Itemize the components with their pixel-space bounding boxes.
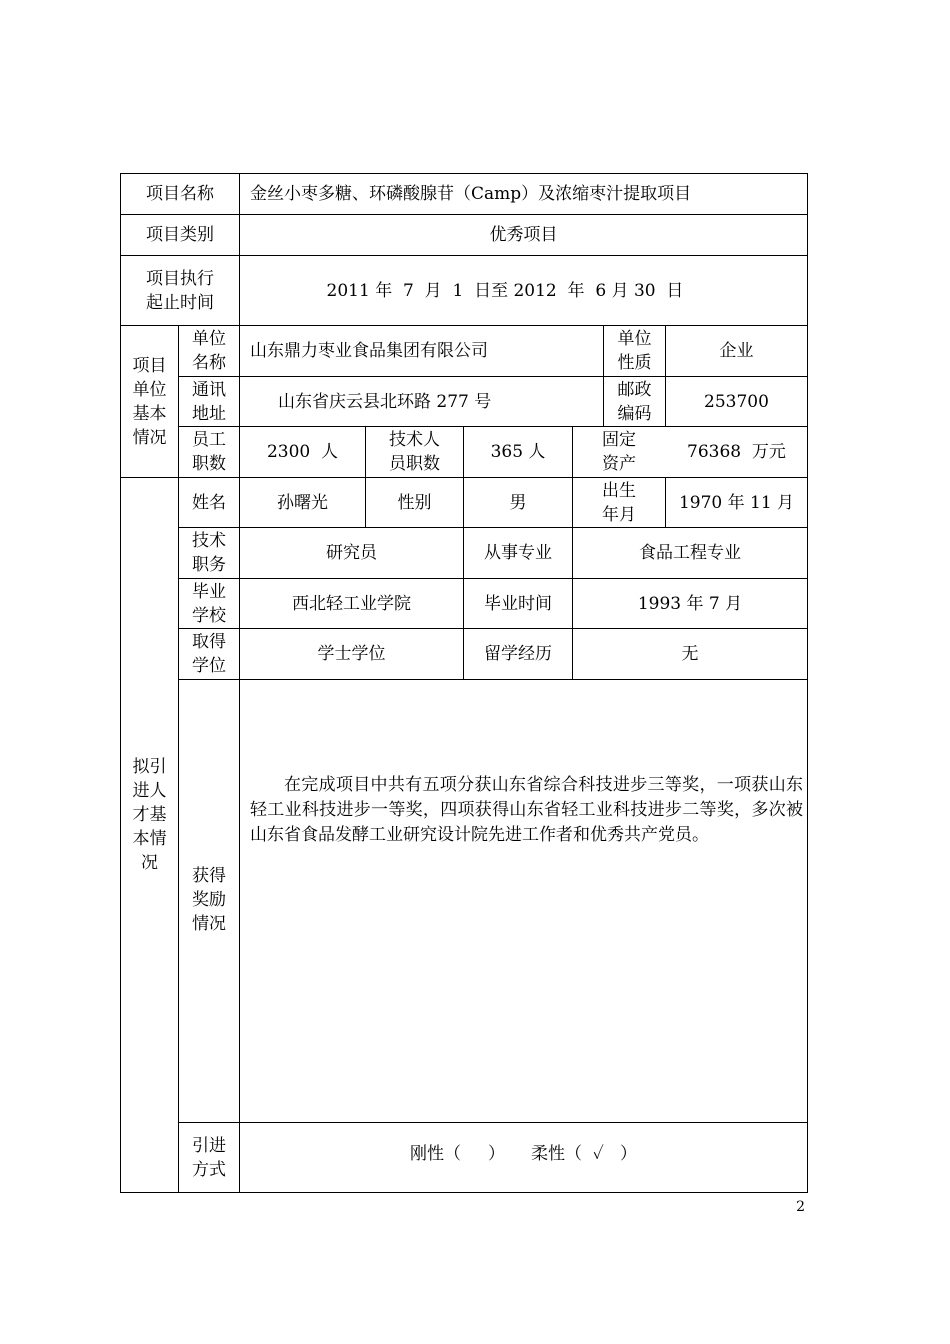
project-name-label: 项目名称 (146, 184, 214, 204)
unit-staff-value: 2300 人 (266, 442, 339, 462)
talent-awards-label (179, 855, 239, 945)
talent-gender-label: 性别 (397, 492, 432, 513)
talent-birth-label-line: 出生 (602, 480, 636, 501)
unit-staff-label-line: 员工 (192, 430, 226, 450)
talent-abroad-value: 无 (681, 644, 699, 664)
talent-title-label-line: 职务 (192, 555, 226, 575)
unit-name-label-line: 名称 (192, 353, 226, 373)
unit-postcode-value: 253700 (704, 391, 769, 412)
talent-grad-time-value: 1993 年 7 月 (637, 593, 743, 614)
talent-degree-value: 学士学位 (317, 644, 386, 664)
talent-birth-value: 1970 年 11 月 (678, 492, 795, 513)
project-period-label-line2: 起止时间 (146, 292, 214, 313)
project-category-label: 项目类别 (146, 225, 214, 245)
unit-nature-label (604, 326, 665, 376)
unit-postcode-label-line: 邮政 (617, 379, 652, 400)
unit-staff-label-line: 职数 (192, 454, 226, 474)
unit-section-label-line: 基本 (132, 403, 167, 424)
unit-assets-value: 76368 万元 (687, 442, 786, 462)
unit-address-label-line: 地址 (192, 403, 226, 424)
unit-assets-label (573, 427, 665, 477)
talent-name-label: 姓名 (192, 492, 226, 513)
project-period-value: 2011 年 7 月 1 日至 2012 年 6 月 30 日 (326, 280, 684, 301)
talent-birth-label-line: 年月 (602, 504, 636, 525)
unit-name-value: 山东鼎力枣业食品集团有限公司 (250, 341, 488, 361)
talent-awards-label-line: 获得 (192, 866, 226, 886)
rigid-option: 刚性（ ） (409, 1144, 506, 1164)
talent-gender-value: 男 (509, 492, 527, 513)
talent-name-value: 孙曙光 (277, 492, 328, 513)
unit-address-label-line: 通讯 (192, 379, 226, 400)
page-number: 2 (796, 1199, 805, 1215)
unit-tech-staff-label-line: 员职数 (389, 454, 440, 474)
talent-awards-label-line: 情况 (192, 914, 226, 934)
talent-abroad-label: 留学经历 (484, 644, 552, 664)
unit-tech-staff-label (366, 427, 463, 477)
talent-section-label-line: 进人 (132, 781, 167, 801)
unit-postcode-label (604, 377, 665, 426)
talent-section-label-line: 拟引 (132, 757, 167, 777)
project-name-value: 金丝小枣多糖、环磷酸腺苷（Camp）及浓缩枣汁提取项目 (250, 184, 692, 204)
unit-section-label-line: 项目 (132, 355, 167, 376)
unit-assets-label-line: 固定 (602, 430, 636, 450)
unit-section-label (121, 326, 178, 477)
talent-section-label-line: 本情 (132, 829, 167, 849)
talent-grad-time-label: 毕业时间 (484, 593, 552, 614)
talent-title-label (179, 528, 239, 578)
talent-awards-label-line: 奖励 (192, 890, 226, 910)
project-category-value: 优秀项目 (489, 225, 558, 245)
unit-tech-staff-value: 365 人 (490, 442, 546, 462)
unit-nature-label-line: 单位 (617, 329, 652, 349)
talent-school-value: 西北轻工业学院 (292, 593, 411, 614)
unit-nature-label-line: 性质 (617, 353, 652, 373)
talent-method-label-line: 引进 (192, 1135, 226, 1156)
talent-section-label-line: 况 (141, 853, 158, 873)
unit-address-label (179, 377, 239, 426)
unit-name-label-line: 单位 (192, 329, 226, 349)
talent-degree-label (179, 629, 239, 679)
project-period-label-line1: 项目执行 (146, 268, 214, 289)
talent-method-label (179, 1123, 239, 1192)
talent-major-value: 食品工程专业 (639, 543, 741, 563)
unit-section-label-line: 情况 (132, 427, 167, 448)
talent-method-label-line: 方式 (192, 1159, 226, 1180)
unit-section-label-line: 单位 (132, 379, 167, 400)
talent-school-label (179, 579, 239, 628)
talent-title-value: 研究员 (326, 543, 377, 563)
talent-method-options (240, 1123, 807, 1185)
unit-nature-value: 企业 (719, 341, 754, 361)
unit-tech-staff-label-line: 技术人 (389, 430, 440, 450)
talent-awards-text: 在完成项目中共有五项分获山东省综合科技进步三等奖，一项获山东轻工业科技进步一等奖，四项获得山东省轻工业科技进步二等奖，多次被山东省食品发酵工业研究设计院先进工作者和优秀共产党员。 (250, 775, 803, 845)
talent-school-label-line: 毕业 (192, 581, 226, 602)
talent-title-label-line: 技术 (192, 531, 226, 551)
unit-name-label (179, 326, 239, 376)
project-period-label (121, 256, 239, 325)
flexible-option: 柔性（ ✓ ） (531, 1144, 637, 1164)
talent-section-label (121, 740, 178, 890)
talent-birth-label (573, 478, 665, 527)
talent-section-label-line: 才基 (132, 805, 167, 825)
unit-address-value: 山东省庆云县北环路 277 号 (278, 391, 492, 412)
unit-postcode-label-line: 编码 (617, 403, 652, 424)
unit-assets-label-line: 资产 (602, 454, 636, 474)
talent-degree-label-line: 取得 (192, 632, 226, 652)
talent-school-label-line: 学校 (192, 605, 226, 626)
talent-degree-label-line: 学位 (192, 656, 226, 676)
talent-major-label: 从事专业 (484, 543, 552, 563)
unit-staff-label (179, 427, 239, 477)
